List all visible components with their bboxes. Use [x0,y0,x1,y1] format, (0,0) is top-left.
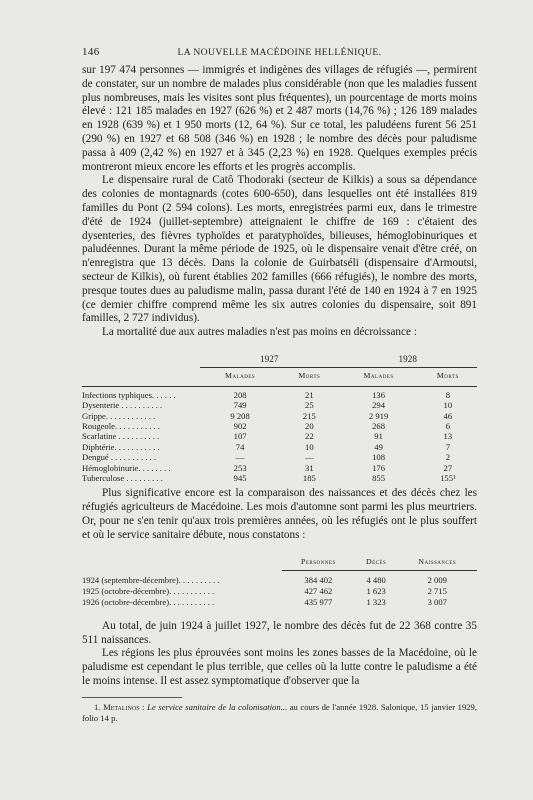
table-row [82,411,477,421]
personnes-value: 435 977 [304,596,333,607]
disease-mortality-table [82,354,477,483]
malades-1928: 91 [374,431,383,442]
row-label: 1926 (octobre-décembre). . . . . . . . . . . [82,596,215,607]
morts-1928: 27 [443,462,453,473]
col-morts-1928: Morts [419,368,477,386]
morts-1927: 20 [305,420,314,431]
paragraph-1: sur 197 474 personnes — immigrés et indigènes des villages de réfugiés —, permirent de constater, sur un nombre de malades plus considérable (non que les maladies fussent plus nombreuses, mais les visites sont plus fréquentes), un pourcentage de morts moins élevé : 121 185 malades en 1927 (626 %) et 2 487 morts (14,76 %) ; 126 189 malades en 1928 (639 %) et 1 950 morts (12, 64 %). Sur ce total, les paludéens furent 56 251 (290 %) en 1927 et 68 508 (346 %) en 1928 ; le nombre des décès pour paludisme passa à 409 (2,42 %) en 1927 et à 345 (2,23 %) en 1928. Quelques exemples précis montreront mieux encore les efforts et les progrès accomplis. [82,64,477,173]
row-label: Rougeole. . . . . . . . . . . [82,420,161,431]
morts-1927: 215 [302,410,316,421]
row-label: Hémoglobinurie. . . . . . . . [82,462,171,473]
deces-value: 4 480 [366,575,386,586]
table-row [82,431,477,441]
paragraph-3: La mortalité due aux autres maladies n'est pas moins en décroissance : [102,326,417,339]
malades-1927: 9 208 [230,410,250,421]
malades-1928: 268 [372,420,386,431]
malades-1928: 294 [372,400,386,411]
naissances-value: 2 715 [427,586,447,597]
row-label: Dengué . . . . . . . . . . . [82,452,156,463]
table-row [82,442,477,452]
malades-1928: 176 [372,462,386,473]
row-label: Diphtérie. . . . . . . . . . . [82,441,160,452]
morts-1927: 10 [305,441,314,452]
malades-1927: — [235,452,245,463]
paragraph-2: Le dispensaire rural de Catô Thodoraki (secteur de Kilkis) a sous sa dépendance des colonies de montagnards (cotes 600-650), dans lesquelles ont été installées 819 familles du Pont (2 594 colons). Les morts, enregistrées parmi eux, dans le trimestre d'été de 1924 (juillet-septembre) atteignaient le chiffre de 169 : c'étaient des dysenteries, des fièvres typhoïdes et paratyphoïdes, bilieuses, hémoglobinuriques et paludéennes. Durant la même période de 1925, où le dispensaire venait d'être créé, on n'enregistra que 13 décès. Dans la colonie de Guirbatséli (dispensaire d'Armoutsi, secteur de Kilkis), où furent établies 202 familles (666 réfugiés), le nombre des morts, presque toutes dues au paludisme malin, passa durant l'été de 140 en 1924 à 7 en 1925 (ce dernier chiffre comprend même les six autres colonies du dispensaire, soit 891 familles, 2 727 individus). [82,174,477,325]
paragraph-4: Plus significative encore est la comparaison des naissances et des décès chez les réfugiés agriculteurs de Macédoine. Les mois d'automne sont parmi les plus meurtriers. Or, pour ne s'en tenir qu'aux trois premières années, où les réfugiés ont le plus souffert et où le service sanitaire débute, nous constatons : [82,487,477,541]
malades-1928: 49 [374,441,383,452]
footnote [82,702,477,724]
morts-1927: — [305,452,314,463]
table-row [82,586,477,597]
morts-1928: 10 [443,400,453,411]
malades-1927: 74 [235,441,245,452]
births-deaths-table [82,557,477,608]
morts-1927: 22 [305,431,314,442]
morts-1928: 2 [445,452,450,463]
year-1927-header: 1927 [260,353,279,364]
table-row [82,400,477,410]
footnote-number: 1. [94,701,101,712]
morts-1928: 13 [443,431,453,442]
footnote-rule [82,697,182,698]
morts-1927: 21 [305,389,314,400]
personnes-value: 427 462 [304,586,333,597]
morts-1928: 46 [443,410,453,421]
malades-1928: 855 [372,473,386,483]
col-malades-1927: Malades [200,368,280,386]
naissances-value: 3 007 [427,596,447,607]
malades-1927: 945 [233,473,247,483]
year-1928-header: 1928 [398,353,417,364]
row-label: Scarlatine . . . . . . . . . . [82,431,160,442]
malades-1927: 253 [233,462,247,473]
table-row [82,386,477,400]
row-label: 1925 (octobre-décembre). . . . . . . . . . . [82,586,215,597]
row-label: Grippe. . . . . . . . . . . . [82,410,156,421]
row-label: 1924 (septembre-décembre). . . . . . . . . . [82,575,220,586]
table-row [82,571,477,586]
morts-1928: 6 [445,420,450,431]
footnote-rest: ... au cours de l'année 1928. Salonique, 15 janvier 1929, folio 14 p. [82,701,477,723]
morts-1928: 7 [445,441,450,452]
col-deces: Décès [355,557,398,571]
morts-1927: 25 [305,400,314,411]
footnote-separator: : [139,701,148,712]
table-row [82,452,477,462]
col-naissances: Naissances [398,557,478,571]
table-row [82,421,477,431]
col-malades-1928: Malades [338,368,418,386]
malades-1927: 107 [233,431,247,442]
malades-1927: 208 [233,389,247,400]
paragraph-6: Les régions les plus éprouvées sont moins les zones basses de la Macédoine, où le paludisme est cependant le plus terrible, que celles où la lutte contre le paludisme a été le moins intense. Il est assez symptomatique d'observer que la [82,647,477,687]
morts-1928: 8 [445,389,450,400]
table-row [82,597,477,608]
morts-1927: 31 [305,462,314,473]
malades-1928: 2 919 [368,410,389,421]
col-morts-1927: Morts [280,368,338,386]
table-row [82,473,477,483]
morts-1928: 155¹ [440,473,456,483]
footnote-author: Metalinos [103,701,140,712]
row-label: Dysenterie . . . . . . . . . . [82,400,163,411]
col-personnes: Personnes [282,557,355,571]
paragraph-5: Au total, de juin 1924 à juillet 1927, le nombre des décès fut de 22 368 contre 35 511 naissances. [82,619,477,646]
malades-1927: 749 [233,400,247,411]
deces-value: 1 323 [366,596,386,607]
malades-1928: 136 [372,389,386,400]
page-number: 146 [82,46,100,58]
running-title: LA NOUVELLE MACÉDOINE HELLÉNIQUE. [177,47,382,58]
personnes-value: 384 402 [304,575,333,586]
naissances-value: 2 009 [427,575,447,586]
row-label: Infections typhiques. . . . . . [82,389,176,400]
table-row [82,463,477,473]
malades-1928: 108 [372,452,386,463]
deces-value: 1 623 [366,586,386,597]
page-header [82,46,477,64]
malades-1927: 902 [233,420,247,431]
row-label: Tuberculose . . . . . . . . . [82,473,163,483]
footnote-title: Le service sanitaire de la colonisation [147,701,281,712]
morts-1927: 185 [302,473,316,483]
